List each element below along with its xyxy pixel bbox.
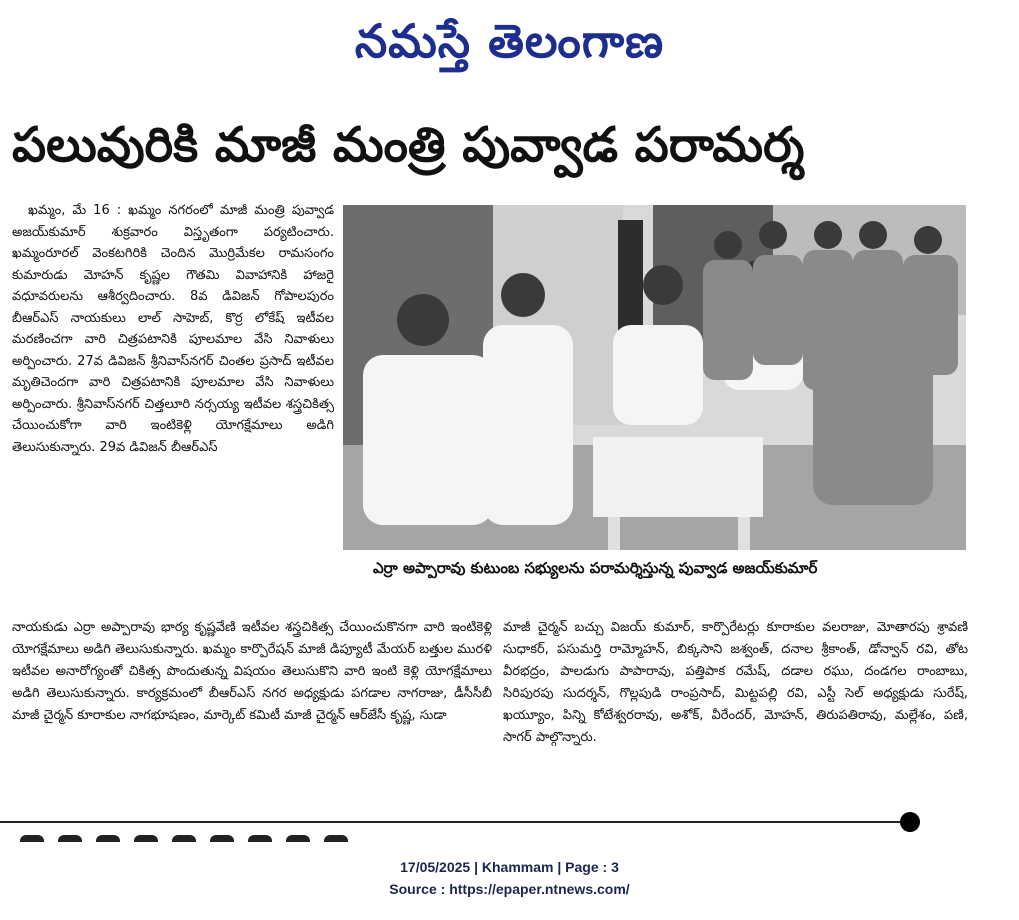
photo-illustration [343,205,966,550]
masthead-title: నమస్తే తెలంగాణ [354,14,665,68]
article-headline [12,100,1002,190]
photo-caption: ఎర్రా అప్పారావు కుటుంబ సభ్యులను పరామర్శిస్తున్న పువ్వాడ అజయ్‌కుమార్ [373,559,818,577]
section-divider [0,821,902,823]
footer-source: Source : https://epaper.ntnews.com/ [389,881,630,897]
article-paragraph: నాయకుడు ఎర్రా అప్పారావు భార్య కృష్ణవేణి ఇటీవల శస్త్రచికిత్స చేయించుకొనగా వారి ఇంటికెళ్లి యోగక్షేమాలు అడిగి తెలుసుకున్నారు. ఖమ్మం కార్పొరేషన్ మాజీ డిప్యూటీ మేయర్ బత్తుల మురళి ఇటీవల అనారోగ్యంతో చికిత్స పొందుతున్న విషయం తెలుసుకొని వారి ఇంటి కెళ్లి యోగక్షేమాలు అడిగి తెలుసుకున్నారు. కార్యక్రమంలో బీఆర్‌ఎస్ నగర అధ్యక్షుడు పగడాల నాగరాజు, డీసీసీబీ మాజీ చైర్మన్ కూరాకుల నాగభూషణం, మార్కెట్ కమిటీ మాజీ చైర్మన్ ఆర్‌జేసీ కృష్ణ, సుడా [12,620,492,723]
article-paragraph: ఖమ్మం, మే 16 : ఖమ్మం నగరంలో మాజీ మంత్రి పువ్వాడ అజయ్‌కుమార్ శుక్రవారం విస్తృతంగా పర్యటించారు. ఖమ్మంరూరల్ వెంకటగిరికి చెందిన మొర్రిమేకల రామసంగం కుమారుడు మోహన్ కృష్ణల గౌతమి వివాహానికి హాజరై వధూవరులను ఆశీర్వదించారు. 8వ డివిజన్ గోపాలపురం బీఆర్‌ఎస్ నాయకులు లాల్ సాహెబ్, కొర్ర లోకేష్ ఇటీవల మరణించగా వారి చిత్రపటానికి పూలమాల వేసి నివాళులు అర్పించారు. 27వ డివిజన్ శ్రీనివాస్‌నగర్ చింతల ప్రసాద్ ఇటీవల మృతిచెందగా వారి చిత్రపటానికి పూలమాల వేసి నివాళులు అర్పించారు. శ్రీనివాస్‌నగర్ చిత్తలూరి నర్సయ్య ఇటీవల శస్త్రచికిత్స చేయించుకోగా వారి ఇంటికెళ్లి యోగక్షేమాలు అడిగి తెలుసుకున్నారు. 29వ డివిజన్ బీఆర్‌ఎస్ [12,203,334,455]
article-column-left [12,200,334,458]
article-photo [343,205,966,550]
headline-text: పలువురికి మాజీ మంత్రి పువ్వాడ పరామర్శ [12,117,805,173]
masthead [0,6,1019,76]
cut-off-next-article [20,832,390,842]
article-column-bottom-right [503,617,968,749]
article-paragraph: మాజీ చైర్మన్ బచ్చు విజయ్ కుమార్, కార్పొరేటర్లు కూరాకుల వలరాజు, మోతారపు శ్రావణి సుధాకర్, పసుమర్తి రామ్మోహన్, బిక్కసాని జశ్వంత్, దనాల శ్రీకాంత్, డోన్వాన్ రవి, తోట వీరభద్రం, పాలడుగు పాపారావు, పత్తిపాక రమేష్, దడాల రఘు, దండగల రాంబాబు, సిరిపురపు సుదర్శన్, గొల్లపుడి రాంప్రసాద్, మిట్టపల్లి రవి, ఎస్టీ సెల్ అధ్యక్షుడు సురేష్, ఖయ్యూం, పిన్ని కోటేశ్వరరావు, అశోక్, వీరేందర్, మోహన్, తిరుపతిరావు, మల్లేశం, పణి, సాగర్ పాల్గొన్నారు. [503,620,968,745]
divider-end-dot [900,812,920,832]
article-column-bottom-left [12,617,492,727]
footer-date-edition: 17/05/2025 | Khammam | Page : 3 [400,859,619,875]
